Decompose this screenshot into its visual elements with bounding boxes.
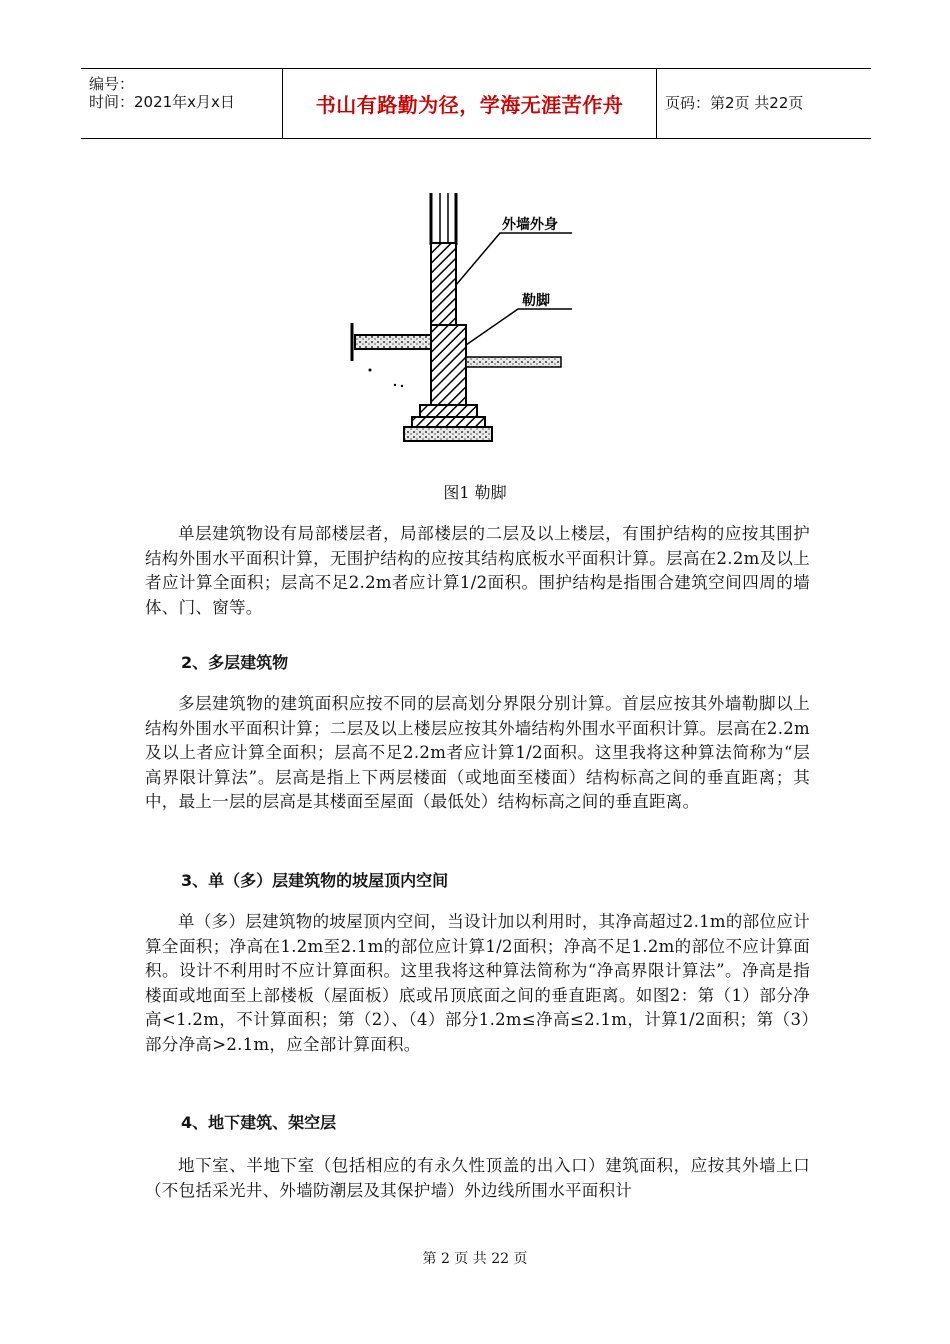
wall-top-lines [431, 193, 456, 245]
code-label: 编号： [89, 75, 135, 93]
section-heading-basement: 4、地下建筑、架空层 [181, 1113, 337, 1132]
label-plinth: 勒脚 [522, 293, 550, 309]
exterior-ground [466, 357, 561, 367]
footing-base [404, 427, 492, 441]
header-cell-meta [81, 69, 283, 138]
page-footer: 第 2 页 共 22 页 [422, 1251, 528, 1267]
header-page-info: 页码：第2页 共22页 [665, 94, 804, 112]
label-outer-wall: 外墙外身 [502, 217, 558, 233]
paragraph-sloped-roof: 单（多）层建筑物的坡屋顶内空间，当设计加以利用时，其净高超过2.1m的部位应计算全面积；净高在1.2m至2.1m的部位应计算1/2面积；净高不足1.2m的部位不应计算面积。设计不利用时不应计算面积。这里我将这种算法简称为“净高界限计算法”。净高是指楼面或地面至上部楼板（屋面板）底或吊顶底面之间的垂直距离。如图2：第（1）部分净高<1.2m，不计算面积；第（2）、（4）部分1.2m≤净高≤2.1m，计算1/2面积；第（3）部分净高>2.1m，应全部计算面积。 [145, 912, 810, 1054]
plinth-figure [340, 185, 610, 455]
leader-plinth [466, 309, 572, 345]
section-heading-sloped-roof: 3、单（多）层建筑物的坡屋顶内空间 [181, 871, 449, 890]
section-heading-multi-storey: 2、多层建筑物 [181, 653, 289, 672]
outer-wall-body [431, 243, 456, 333]
paragraph-multi-storey: 多层建筑物的建筑面积应按不同的层高划分界限分别计算。首层应按其外墙勒脚以上结构外围水平面积计算；二层及以上楼层应按其外墙结构外围水平面积计算。层高在2.2m及以上者应计算全面积；层高不足2.2m者应计算1/2面积。这里我将这种算法简称为“层高界限计算法”。层高是指上下两层楼面（或地面至楼面）结构标高之间的垂直距离；其中，最上一层的层高是其楼面至屋面（最低处）结构标高之间的垂直距离。 [145, 694, 810, 811]
floor-slab [355, 335, 431, 349]
figure-caption: 图1 勒脚 [443, 483, 507, 502]
plinth-section [431, 325, 466, 405]
leader-outer-wall [456, 233, 572, 285]
header-cell-motto [283, 69, 657, 138]
paragraph-single-storey: 单层建筑物设有局部楼层者，局部楼层的二层及以上楼层，有围护结构的应按其围护结构外围水平面积计算，无围护结构的应按其结构底板水平面积计算。层高在2.2m及以上者应计算全面积；层高不足2.2m者应计算1/2面积。围护结构是指围合建筑空间四周的墙体、门、窗等。 [145, 524, 810, 617]
footing-step-2 [412, 417, 485, 427]
time-label: 时间：2021年x月x日 [89, 93, 235, 111]
footing-step-1 [420, 405, 477, 417]
paragraph-basement: 地下室、半地下室（包括相应的有永久性顶盖的出入口）建筑面积，应按其外墙上口（不包括采光井、外墙防潮层及其保护墙）外边线所围水平面积计 [145, 1156, 810, 1200]
motto-text: 书山有路勤为径，学海无涯苦作舟 [315, 93, 624, 117]
header-table [81, 68, 871, 139]
